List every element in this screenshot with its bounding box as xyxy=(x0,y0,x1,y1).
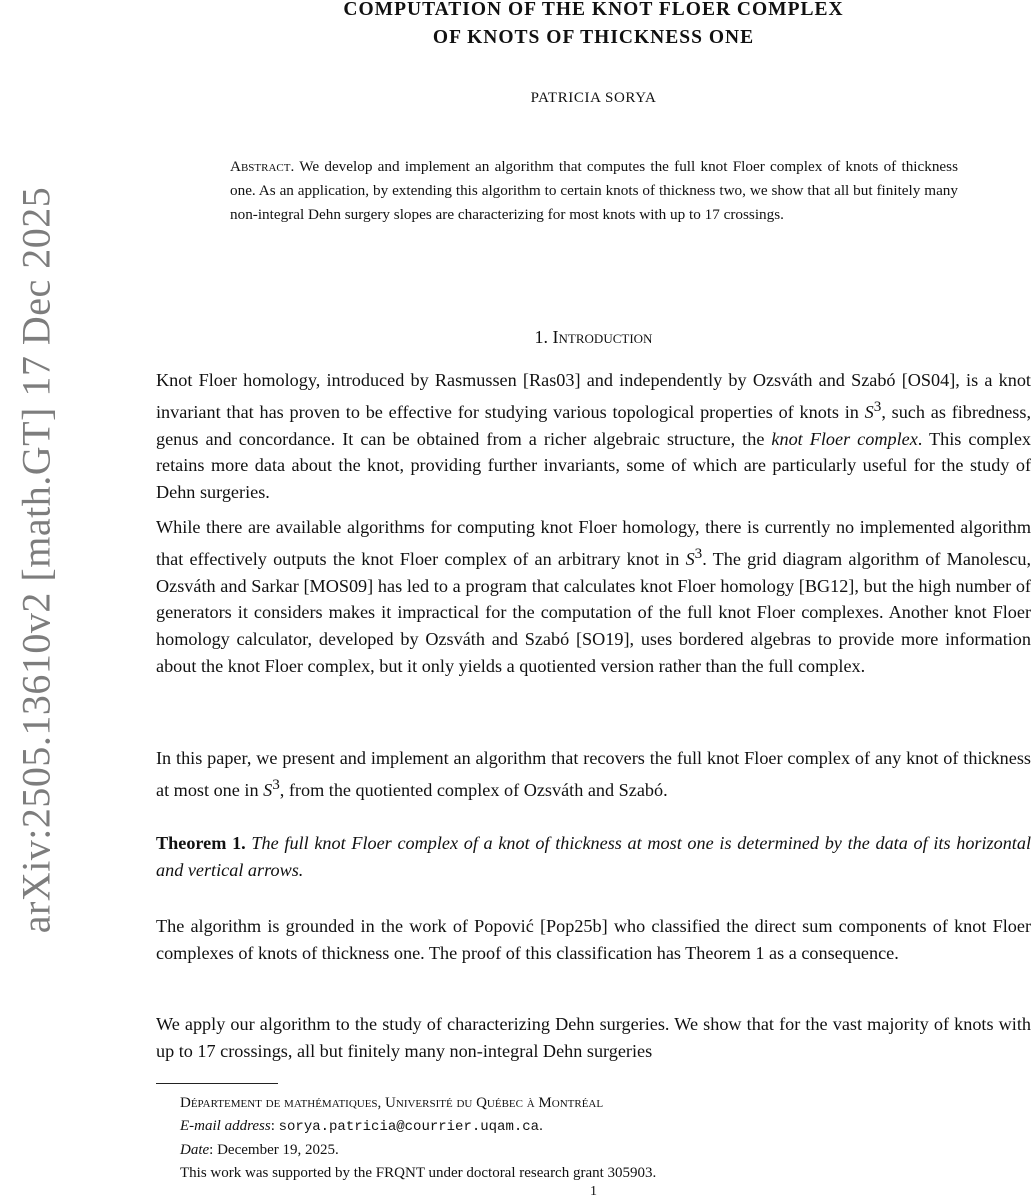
paragraph-2 xyxy=(156,514,1031,680)
email-label: E-mail address xyxy=(180,1118,271,1134)
footnote-divider xyxy=(156,1083,278,1084)
abstract-label: Abstract. xyxy=(230,158,295,175)
section-heading xyxy=(0,327,1031,348)
funding-note: This work was supported by the FRQNT under doctoral research grant 305903. xyxy=(180,1165,657,1181)
date-value: December 19, 2025. xyxy=(217,1142,339,1158)
affiliation: Département de mathématiques, Université du Québec à Montréal xyxy=(180,1095,604,1111)
paragraph-1-text-b: , such as fibredness, genus and concordance. It can be obtained from a richer algebraic structure, the xyxy=(156,401,1031,449)
math-exponent: 3 xyxy=(272,775,280,793)
title-line-1: COMPUTATION OF THE KNOT FLOER COMPLEX xyxy=(343,0,844,20)
emphasis-knot-floer-complex: knot Floer complex xyxy=(771,428,918,449)
theorem-1 xyxy=(156,830,1031,884)
title-line-2: OF KNOTS OF THICKNESS ONE xyxy=(432,27,755,48)
paragraph-5-text: We apply our algorithm to the study of characterizing Dehn surgeries. We show that for the vast majority of knots with up to 17 crossings, all but finitely many non-integral Dehn surgeries xyxy=(156,1014,1031,1061)
paragraph-2-text-b: . The grid diagram algorithm of Manolescu, Ozsváth and Sarkar [MOS09] has led to a program that calculates knot Floer homology [BG12], but the high number of generators it considers makes it impractical for the computation of the full knot Floer complexes. Another knot Floer homology calculator, developed by Ozsváth and Szabó [SO19], uses bordered algebras to provide more information about the knot Floer complex, but it only yields a quotiented version rather than the full complex. xyxy=(156,548,1031,677)
paragraph-1-text-c: . This complex retains more data about the knot, providing further invariants, some of which are particularly useful for the study of Dehn surgeries. xyxy=(156,428,1031,503)
paragraph-2-text-a: While there are available algorithms for computing knot Floer homology, there is currently no implemented algorithm that effectively outputs the knot Floer complex of an arbitrary knot in xyxy=(156,517,1031,569)
paragraph-5 xyxy=(156,1011,1031,1065)
email-address[interactable]: sorya.patricia@courrier.uqam.ca xyxy=(278,1119,540,1135)
math-exponent: 3 xyxy=(694,544,703,562)
paragraph-1-text-a: Knot Floer homology, introduced by Rasmussen [Ras03] and independently by Ozsváth and Szabó [OS04], is a knot invariant that has proven to be effective for studying various topological properties of knots in xyxy=(156,370,1031,422)
paragraph-3-text-a: In this paper, we present and implement an algorithm that recovers the full knot Floer complex of any knot of thickness at most one in xyxy=(156,748,1031,800)
page-number: 1 xyxy=(590,1184,597,1199)
footnotes xyxy=(180,1092,1000,1185)
author-name: PATRICIA SORYA xyxy=(530,90,657,106)
paragraph-3-text-b: , from the quotiented complex of Ozsváth and Szabó. xyxy=(279,779,668,800)
date-label: Date xyxy=(180,1142,210,1158)
section-title: Introduction xyxy=(552,327,653,347)
paper-title xyxy=(0,0,1031,52)
paragraph-1 xyxy=(156,367,1031,506)
paragraph-3 xyxy=(156,745,1031,804)
theorem-label: Theorem 1. xyxy=(156,833,246,853)
math-S: S xyxy=(685,548,695,569)
arxiv-identifier-stamp: arXiv:2505.13610v2 [math.GT] 17 Dec 2025 xyxy=(13,186,59,934)
math-S: S xyxy=(864,401,874,422)
date-line: Date: December 19, 2025. xyxy=(180,1142,339,1158)
math-exponent: 3 xyxy=(873,397,882,415)
theorem-text: The full knot Floer complex of a knot of thickness at most one is determined by the data of its horizontal and vertical arrows. xyxy=(156,833,1031,880)
email-line: E-mail address: sorya.patricia@courrier.uqam.ca. xyxy=(180,1118,543,1135)
section-number: 1. xyxy=(534,327,549,347)
math-S: S xyxy=(263,779,273,800)
abstract-text: We develop and implement an algorithm that computes the full knot Floer complex of knots of thickness one. As an application, by extending this algorithm to certain knots of thickness two, we show that all but finitely many non-integral Dehn surgery slopes are characterizing for most knots with up to 17 crossings. xyxy=(230,158,958,223)
paragraph-4-text: The algorithm is grounded in the work of Popović [Pop25b] who classified the direct sum components of knot Floer complexes of knots of thickness one. The proof of this classification has Theorem 1 as a consequence. xyxy=(156,916,1031,963)
abstract xyxy=(230,155,958,227)
paragraph-4 xyxy=(156,913,1031,967)
